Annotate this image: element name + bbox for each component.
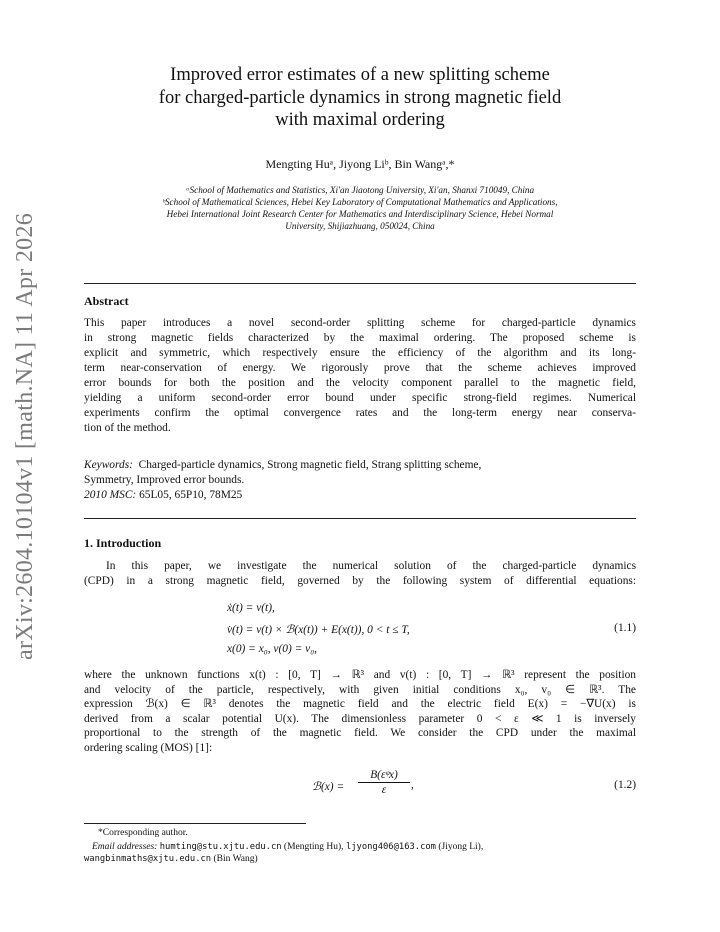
intro-paragraph — [84, 559, 636, 588]
abstract-line: error bounds for both the position and the velocity component parallel to the magnetic field, — [84, 377, 636, 389]
arxiv-identifier-text: arXiv:2604.10104v1 [math.NA] 11 Apr 2026 — [12, 212, 38, 660]
abstract-body — [84, 316, 636, 436]
intro-line: (CPD) in a strong magnetic field, governed by the following system of differential equations: — [84, 574, 636, 587]
intro-line: In this paper, we investigate the numerical solution of the charged-particle dynamics — [106, 560, 636, 572]
abstract-line: experiments confirm the optimal convergence rates and the long-term energy near conserva- — [84, 407, 636, 419]
paper-title — [100, 64, 620, 132]
equation-1-2-fraction — [358, 769, 410, 796]
abstract-line: tion of the method. — [84, 422, 171, 434]
abstract-heading: Abstract — [84, 294, 129, 308]
paragraph-line: ordering scaling (MOS) [1]: — [84, 741, 213, 754]
abstract-line: term near-conservation of energy. We rigorously prove that the scheme achieves improved — [84, 362, 636, 374]
bottom-rule — [84, 518, 636, 519]
equation-number: (1.2) — [614, 779, 636, 791]
after-equation-paragraph — [84, 668, 636, 755]
paragraph-line: where the unknown functions x(t) : [0, T] → ℝ³ and v(t) : [0, T] → ℝ³ represent the position — [84, 669, 636, 681]
footnote-corresponding: *Corresponding author. — [98, 828, 188, 838]
title-line: Improved error estimates of a new splitting scheme — [170, 65, 550, 85]
fraction-numerator: B(εᵠx) — [358, 769, 410, 783]
footnote-emails — [84, 841, 636, 865]
paragraph-line: derived from a scalar potential U(x). The dimensionless parameter 0 < ε ≪ 1 is inversely — [84, 712, 636, 725]
email-owner: (Mengting Hu), — [281, 842, 346, 852]
affiliation-line: University, Shijiazhuang, 050024, China — [285, 221, 435, 231]
title-line: for charged-particle dynamics in strong magnetic field — [158, 87, 562, 108]
email-link[interactable]: wangbinmaths@xjtu.edu.cn — [84, 854, 212, 864]
paragraph-line: proportional to the strength of the magnetic field. We consider the CPD under the maximal — [84, 727, 636, 739]
affiliations — [84, 184, 636, 232]
equation-1-2-lhs: ℬ(x) = — [312, 781, 345, 793]
fraction-denominator: ε — [381, 784, 387, 796]
footnote-rule — [84, 823, 306, 824]
equation-1-2-tail: , — [411, 779, 414, 791]
affiliation-line: ᵃSchool of Mathematics and Statistics, Xi'an Jiaotong University, Xi'an, Shanxi 710049, China — [185, 185, 535, 195]
keywords-line: Symmetry, Improved error bounds. — [84, 474, 245, 486]
abstract-line: yielding a uniform second-order error bound under specific strong-field regimes. Numerical — [84, 392, 636, 404]
footnote-email-line — [84, 841, 636, 853]
equation-1-1-line: ẋ(t) = v(t), — [227, 602, 275, 614]
footnote-email-line — [84, 853, 636, 865]
keywords-line — [84, 458, 636, 473]
msc-codes: 65L05, 65P10, 78M25 — [139, 489, 243, 501]
top-rule — [84, 283, 636, 284]
affiliation-line: ᵇSchool of Mathematical Sciences, Hebei Key Laboratory of Computational Mathematics and Applications, — [162, 197, 558, 207]
msc-label: 2010 MSC: — [84, 489, 137, 501]
email-owner: (Jiyong Li), — [435, 842, 484, 852]
title-line: with maximal ordering — [275, 110, 445, 130]
abstract-line: in strong magnetic fields characterized by the maximal ordering. The proposed scheme is — [84, 332, 636, 344]
email-link[interactable]: humting@stu.xjtu.edu.cn — [159, 842, 282, 852]
section-heading: 1. Introduction — [84, 536, 162, 550]
equation-1-1-line: x(0) = x₀, v(0) = v₀, — [227, 643, 318, 655]
keywords-text: Charged-particle dynamics, Strong magnetic field, Strang splitting scheme, — [138, 459, 482, 471]
keywords-block — [84, 458, 636, 503]
author-list: Mengting Huᵃ, Jiyong Liᵇ, Bin Wangᵃ,* — [265, 157, 455, 171]
keywords-label: Keywords: — [84, 459, 133, 471]
affiliation-line: Hebei International Joint Research Center for Mathematics and Interdisciplinary Science, Hebei Normal — [166, 209, 554, 219]
equation-1-1-line: v̇(t) = v(t) × ℬ(x(t)) + E(x(t)), 0 < t ≤ T, — [227, 624, 410, 636]
paragraph-line: and velocity of the particle, respectively, with given initial conditions x₀, v₀ ∈ ℝ³. The — [84, 683, 636, 696]
email-label: Email addresses: — [92, 842, 158, 852]
paragraph-line: expression ℬ(x) ∈ ℝ³ denotes the magnetic field and the electric field E(x) = −∇U(x) is — [84, 698, 636, 710]
email-owner: (Bin Wang) — [211, 854, 258, 864]
equation-number: (1.1) — [614, 622, 636, 634]
abstract-line: This paper introduces a novel second-order splitting scheme for charged-particle dynamics — [84, 317, 636, 329]
email-link[interactable]: ljyong406@163.com — [345, 842, 436, 852]
msc-line — [84, 488, 636, 503]
abstract-line: explicit and symmetric, which respectively ensure the efficiency of the algorithm and its long- — [84, 347, 636, 359]
